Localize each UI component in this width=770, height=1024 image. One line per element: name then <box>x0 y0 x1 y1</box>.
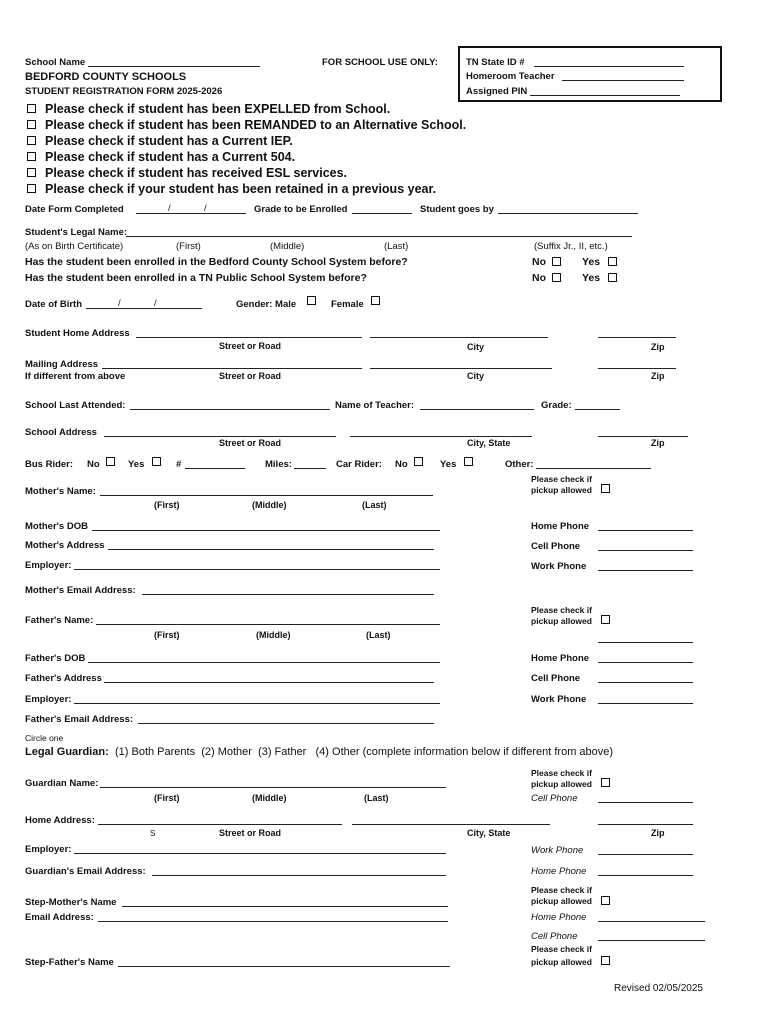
step-father-field[interactable] <box>118 966 450 967</box>
mother-home-phone-field[interactable] <box>598 530 693 531</box>
male-checkbox[interactable] <box>307 296 316 305</box>
dob-label: Date of Birth <box>25 299 82 310</box>
bus-no-label: No <box>87 459 100 470</box>
guardian-zip-caption: Zip <box>651 828 665 838</box>
guardian-cell-phone-field[interactable] <box>598 802 693 803</box>
homeroom-field[interactable] <box>562 80 684 81</box>
grade-field[interactable] <box>575 409 620 410</box>
street-caption-3: Street or Road <box>219 438 282 448</box>
bus-yes-checkbox[interactable] <box>152 457 161 466</box>
guardian-pickup-checkbox[interactable] <box>601 778 610 787</box>
step-mother-email-label: Email Address: <box>25 912 94 923</box>
guardian-home-phone-label: Home Phone <box>531 866 587 877</box>
q-tn: Has the student been enrolled in a TN Public School System before? <box>25 272 367 284</box>
grade-enrolled-field[interactable] <box>352 213 412 214</box>
other-label: Other: <box>505 459 534 470</box>
form-title: STUDENT REGISTRATION FORM 2025-2026 <box>25 86 223 97</box>
last-attended-field[interactable] <box>130 409 330 410</box>
middle-caption: (Middle) <box>270 241 305 252</box>
iep-checkbox[interactable] <box>27 136 36 145</box>
teacher-name-label: Name of Teacher: <box>335 400 415 411</box>
mother-first-caption: (First) <box>154 500 180 510</box>
legal-name-field[interactable] <box>126 236 632 237</box>
father-first-caption: (First) <box>154 630 180 640</box>
grade-enrolled-label: Grade to be Enrolled <box>254 204 348 215</box>
student-goes-by-label: Student goes by <box>420 204 494 215</box>
homeroom-label: Homeroom Teacher <box>466 71 555 82</box>
mothers-address-field[interactable] <box>108 549 434 550</box>
father-middle-caption: (Middle) <box>256 630 291 640</box>
father-pickup-note-1: Please check if <box>531 605 592 615</box>
father-employer-field[interactable] <box>74 703 440 704</box>
check-expelled-label: Please check if student has been EXPELLED from School. <box>45 102 391 116</box>
if-different-note: If different from above <box>25 371 126 382</box>
mother-pickup-note-2: pickup allowed <box>531 485 592 495</box>
father-pickup-checkbox[interactable] <box>601 615 610 624</box>
school-name-label: School Name <box>25 57 86 68</box>
bus-no-checkbox[interactable] <box>106 457 115 466</box>
q-bedford: Has the student been enrolled in the Bedford County School System before? <box>25 256 408 268</box>
city-caption-2: City <box>467 371 485 381</box>
guardian-work-phone-label: Work Phone <box>531 845 584 856</box>
mothers-email-label: Mother's Email Address: <box>25 585 136 596</box>
father-pickup-note-2: pickup allowed <box>531 616 592 626</box>
car-rider-label: Car Rider: <box>336 459 382 470</box>
mother-work-phone-label: Work Phone <box>531 561 587 572</box>
step-father-label: Step-Father's Name <box>25 957 114 968</box>
state-id-label: TN State ID # <box>466 57 525 68</box>
mothers-email-field[interactable] <box>142 594 434 595</box>
car-no-label: No <box>395 459 408 470</box>
fathers-name-label: Father's Name: <box>25 615 94 626</box>
grade-label: Grade: <box>541 400 572 411</box>
fathers-dob-label: Father's DOB <box>25 653 86 664</box>
q-tn-no-label: No <box>532 272 546 284</box>
mailing-zip-field[interactable] <box>598 368 676 369</box>
car-no-checkbox[interactable] <box>414 457 423 466</box>
zip-caption-2: Zip <box>651 371 665 381</box>
guardian-first-caption: (First) <box>154 793 180 803</box>
fathers-name-field[interactable] <box>96 624 440 625</box>
guardian-options[interactable]: (1) Both Parents (2) Mother (3) Father (4) Other (complete information below if different from above) <box>115 746 614 758</box>
check-504-label: Please check if student has a Current 504. <box>45 150 296 164</box>
date-completed-field[interactable] <box>136 213 246 214</box>
mother-middle-caption: (Middle) <box>252 500 287 510</box>
guardian-street-caption: Street or Road <box>219 828 282 838</box>
street-caption-2: Street or Road <box>219 371 282 381</box>
stepmother-cell-phone-field[interactable] <box>598 940 705 941</box>
stray-mark: S <box>150 829 156 838</box>
home-street-field[interactable] <box>136 337 362 338</box>
father-last-caption: (Last) <box>366 630 391 640</box>
father-cell-phone-field[interactable] <box>598 682 693 683</box>
mothers-dob-label: Mother's DOB <box>25 521 88 532</box>
guardian-email-field[interactable] <box>152 875 446 876</box>
mother-home-phone-label: Home Phone <box>531 521 590 532</box>
miles-field[interactable] <box>294 468 326 469</box>
car-yes-label: Yes <box>440 459 457 470</box>
school-street-field[interactable] <box>104 436 336 437</box>
q-tn-no-checkbox[interactable] <box>552 273 561 282</box>
legal-guardian-label: Legal Guardian: <box>25 746 109 758</box>
legal-name-label: Student's Legal Name: <box>25 227 128 238</box>
check-iep-label: Please check if student has a Current IEP. <box>45 134 293 148</box>
suffix-caption: (Suffix Jr., II, etc.) <box>534 241 608 252</box>
dob-sep-2: / <box>154 298 157 309</box>
guardian-city-state-caption: City, State <box>467 828 511 838</box>
miles-label: Miles: <box>265 459 292 470</box>
mothers-dob-field[interactable] <box>92 530 440 531</box>
guardian-email-label: Guardian's Email Address: <box>25 866 146 877</box>
student-goes-by-field[interactable] <box>498 213 638 214</box>
school-zip-field[interactable] <box>598 436 688 437</box>
bus-rider-label: Bus Rider: <box>25 459 74 470</box>
school-city-field[interactable] <box>350 436 532 437</box>
guardian-home-address-label: Home Address: <box>25 815 95 826</box>
mother-last-caption: (Last) <box>362 500 387 510</box>
pin-field[interactable] <box>530 95 680 96</box>
check-retained-label: Please check if your student has been retained in a previous year. <box>45 182 437 196</box>
date-completed-label: Date Form Completed <box>25 204 124 215</box>
q-bedford-no-checkbox[interactable] <box>552 257 561 266</box>
circle-one-note: Circle one <box>25 733 64 743</box>
q-bedford-yes-label: Yes <box>582 256 601 268</box>
esl-checkbox[interactable] <box>27 168 36 177</box>
first-caption: (First) <box>176 241 201 252</box>
mother-employer-field[interactable] <box>74 569 440 570</box>
father-home-phone-label: Home Phone <box>531 653 590 664</box>
guardian-middle-caption: (Middle) <box>252 793 287 803</box>
mother-pickup-note-1: Please check if <box>531 474 592 484</box>
mother-pickup-checkbox[interactable] <box>601 484 610 493</box>
mothers-name-label: Mother's Name: <box>25 486 96 497</box>
school-name-field[interactable] <box>88 66 260 67</box>
guardian-pickup-note-1: Please check if <box>531 768 592 778</box>
father-employer-label: Employer: <box>25 694 72 705</box>
revised-date: Revised 02/05/2025 <box>614 983 703 994</box>
birth-cert-note: (As on Birth Certificate) <box>25 241 124 252</box>
state-id-field[interactable] <box>534 66 684 67</box>
guardian-pickup-note-2: pickup allowed <box>531 779 592 789</box>
stepfather-pickup-note-1: Please check if <box>531 944 592 954</box>
guardian-employer-field[interactable] <box>74 853 446 854</box>
q-bedford-no-label: No <box>532 256 546 268</box>
guardian-employer-label: Employer: <box>25 844 72 855</box>
mother-employer-label: Employer: <box>25 560 72 571</box>
last-attended-label: School Last Attended: <box>25 400 126 411</box>
fathers-email-label: Father's Email Address: <box>25 714 134 725</box>
date-sep-2: / <box>204 203 207 214</box>
guardian-city-field[interactable] <box>352 824 550 825</box>
504-checkbox[interactable] <box>27 152 36 161</box>
step-mother-email-field[interactable] <box>98 921 448 922</box>
bus-number-field[interactable] <box>185 468 245 469</box>
mailing-street-field[interactable] <box>102 368 362 369</box>
stepmother-cell-phone-label: Cell Phone <box>531 931 578 942</box>
guardian-home-phone-field[interactable] <box>598 875 693 876</box>
fathers-address-field[interactable] <box>104 682 434 683</box>
stepmother-home-phone-label: Home Phone <box>531 912 587 923</box>
guardian-work-phone-field[interactable] <box>598 854 693 855</box>
expelled-checkbox[interactable] <box>27 104 36 113</box>
guardian-cell-phone-label: Cell Phone <box>531 793 578 804</box>
last-caption: (Last) <box>384 241 409 252</box>
remanded-checkbox[interactable] <box>27 120 36 129</box>
home-address-label: Student Home Address <box>25 328 130 339</box>
other-field[interactable] <box>536 468 651 469</box>
mother-cell-phone-field[interactable] <box>598 550 693 551</box>
stepfather-pickup-checkbox[interactable] <box>601 956 610 965</box>
city-caption: City <box>467 342 485 352</box>
guardian-name-label: Guardian Name: <box>25 778 99 789</box>
guardian-name-field[interactable] <box>100 787 446 788</box>
school-use-label: FOR SCHOOL USE ONLY: <box>322 57 438 68</box>
retained-checkbox[interactable] <box>27 184 36 193</box>
mother-work-phone-field[interactable] <box>598 570 693 571</box>
q-tn-yes-label: Yes <box>582 272 601 284</box>
stepmother-pickup-note-1: Please check if <box>531 885 592 895</box>
home-zip-field[interactable] <box>598 337 676 338</box>
mother-cell-phone-label: Cell Phone <box>531 541 581 552</box>
city-state-caption: City, State <box>467 438 511 448</box>
gender-female-label: Female <box>331 299 364 310</box>
home-city-field[interactable] <box>370 337 548 338</box>
zip-caption-3: Zip <box>651 438 665 448</box>
car-yes-checkbox[interactable] <box>464 457 473 466</box>
school-address-label: School Address <box>25 427 97 438</box>
mailing-address-label: Mailing Address <box>25 359 99 370</box>
stepmother-home-phone-field[interactable] <box>598 921 705 922</box>
stepfather-pickup-note-2: pickup allowed <box>531 957 592 967</box>
mothers-name-field[interactable] <box>100 495 433 496</box>
guardian-last-caption: (Last) <box>364 793 389 803</box>
stepmother-pickup-note-2: pickup allowed <box>531 896 592 906</box>
gender-male-label: Gender: Male <box>236 299 297 310</box>
bus-yes-label: Yes <box>128 459 145 470</box>
q-bedford-yes-checkbox[interactable] <box>608 257 617 266</box>
q-tn-yes-checkbox[interactable] <box>608 273 617 282</box>
father-home-phone-field[interactable] <box>598 662 693 663</box>
dob-field[interactable] <box>86 308 202 309</box>
father-work-phone-label: Work Phone <box>531 694 587 705</box>
step-mother-label: Step-Mother's Name <box>25 897 117 908</box>
mothers-address-label: Mother's Address <box>25 540 105 551</box>
district-name: BEDFORD COUNTY SCHOOLS <box>25 71 187 83</box>
guardian-street-field[interactable] <box>98 824 342 825</box>
street-caption: Street or Road <box>219 341 282 351</box>
fathers-dob-field[interactable] <box>88 662 440 663</box>
check-esl-label: Please check if student has received ESL services. <box>45 166 348 180</box>
father-extra-field[interactable] <box>598 642 693 643</box>
step-mother-field[interactable] <box>122 906 448 907</box>
mailing-city-field[interactable] <box>370 368 552 369</box>
dob-sep-1: / <box>118 298 121 309</box>
check-remanded-label: Please check if student has been REMANDED to an Alternative School. <box>45 118 467 132</box>
zip-caption: Zip <box>651 342 665 352</box>
date-sep-1: / <box>168 203 171 214</box>
stepmother-pickup-checkbox[interactable] <box>601 896 610 905</box>
fathers-email-field[interactable] <box>138 723 434 724</box>
father-cell-phone-label: Cell Phone <box>531 673 581 684</box>
pin-label: Assigned PIN <box>466 86 528 97</box>
father-work-phone-field[interactable] <box>598 703 693 704</box>
bus-number-hash: # <box>176 459 182 470</box>
guardian-zip-field[interactable] <box>598 824 693 825</box>
female-checkbox[interactable] <box>371 296 380 305</box>
fathers-address-label: Father's Address <box>25 673 102 684</box>
teacher-name-field[interactable] <box>420 409 534 410</box>
